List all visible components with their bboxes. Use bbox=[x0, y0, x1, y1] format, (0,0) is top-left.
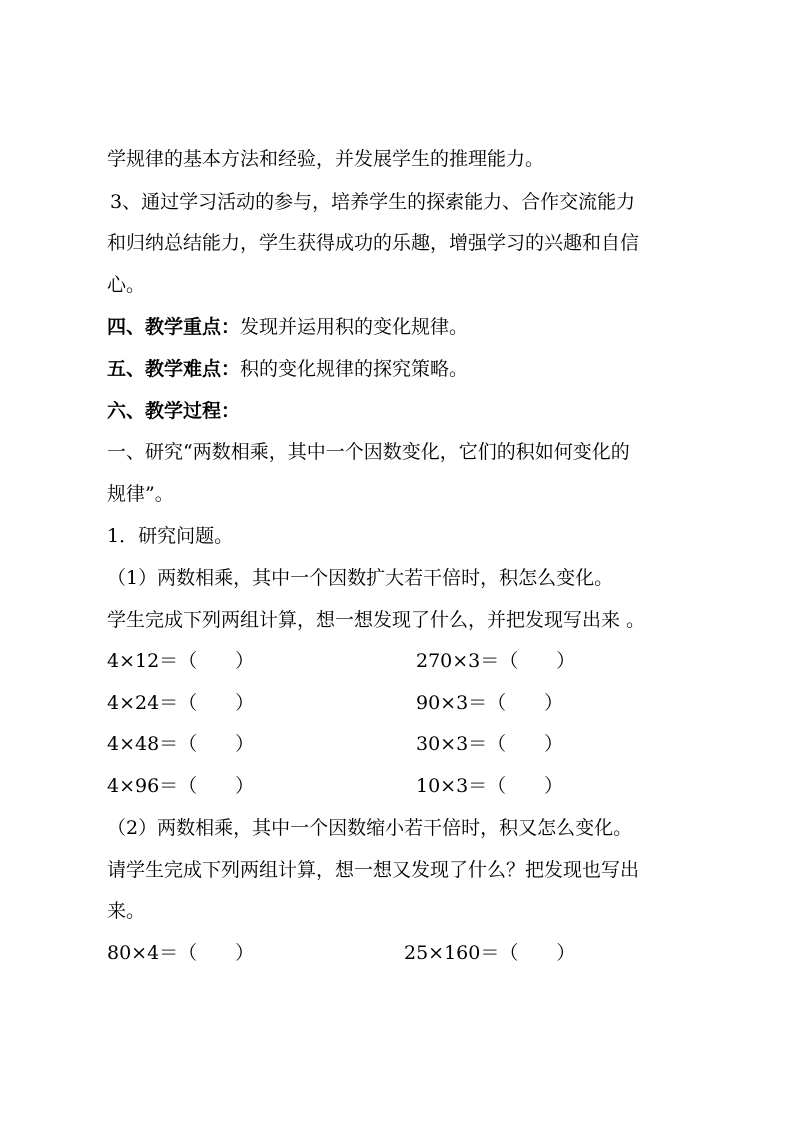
teaching-difficulty-line bbox=[107, 356, 468, 382]
teaching-focus-line bbox=[107, 314, 468, 340]
calc-item: 4×12＝（ ） bbox=[107, 650, 255, 672]
calc-item: 80×4＝（ ） bbox=[107, 942, 255, 964]
calc-item: 4×24＝（ ） bbox=[107, 692, 255, 714]
section-heading: 四、教学重点： bbox=[107, 316, 241, 338]
section-heading: 五、教学难点： bbox=[107, 358, 241, 380]
section-text: 发现并运用积的变化规律。 bbox=[240, 316, 469, 338]
calc-item: 90×3＝（ ） bbox=[416, 692, 564, 714]
calc-item: 4×48＝（ ） bbox=[107, 733, 255, 755]
calc-item: 270×3＝（ ） bbox=[416, 650, 576, 672]
paragraph-line: 和归纳总结能力，学生获得成功的乐趣，增强学习的兴趣和自信 bbox=[107, 232, 640, 254]
calc-item: 30×3＝（ ） bbox=[416, 733, 564, 755]
paragraph-line: 学生完成下列两组计算，想一想发现了什么，并把发现写出来 。 bbox=[107, 609, 646, 631]
paragraph-line: 3、通过学习活动的参与，培养学生的探索能力、合作交流能力 bbox=[110, 191, 636, 213]
paragraph-line: （1）两数相乘，其中一个因数扩大若干倍时，积怎么变化。 bbox=[107, 567, 614, 589]
section-heading: 六、教学过程： bbox=[107, 400, 241, 422]
paragraph-line: 规律”。 bbox=[107, 483, 174, 505]
paragraph-line: 学规律的基本方法和经验，并发展学生的推理能力。 bbox=[107, 148, 545, 170]
calc-item: 25×160＝（ ） bbox=[404, 942, 576, 964]
paragraph-line: 请学生完成下列两组计算，想一想又发现了什么？把发现也写出 bbox=[107, 859, 640, 881]
paragraph-line: 一、研究“两数相乘，其中一个因数变化，它们的积如何变化的 bbox=[107, 441, 630, 463]
section-text: 积的变化规律的探究策略。 bbox=[240, 358, 469, 380]
calc-item: 4×96＝（ ） bbox=[107, 775, 255, 797]
calc-item: 10×3＝（ ） bbox=[416, 775, 564, 797]
paragraph-line: （2）两数相乘，其中一个因数缩小若干倍时，积又怎么变化。 bbox=[107, 817, 633, 839]
paragraph-line: 来。 bbox=[107, 900, 146, 922]
paragraph-line: 1．研究问题。 bbox=[107, 525, 234, 547]
paragraph-line: 心。 bbox=[107, 274, 146, 296]
